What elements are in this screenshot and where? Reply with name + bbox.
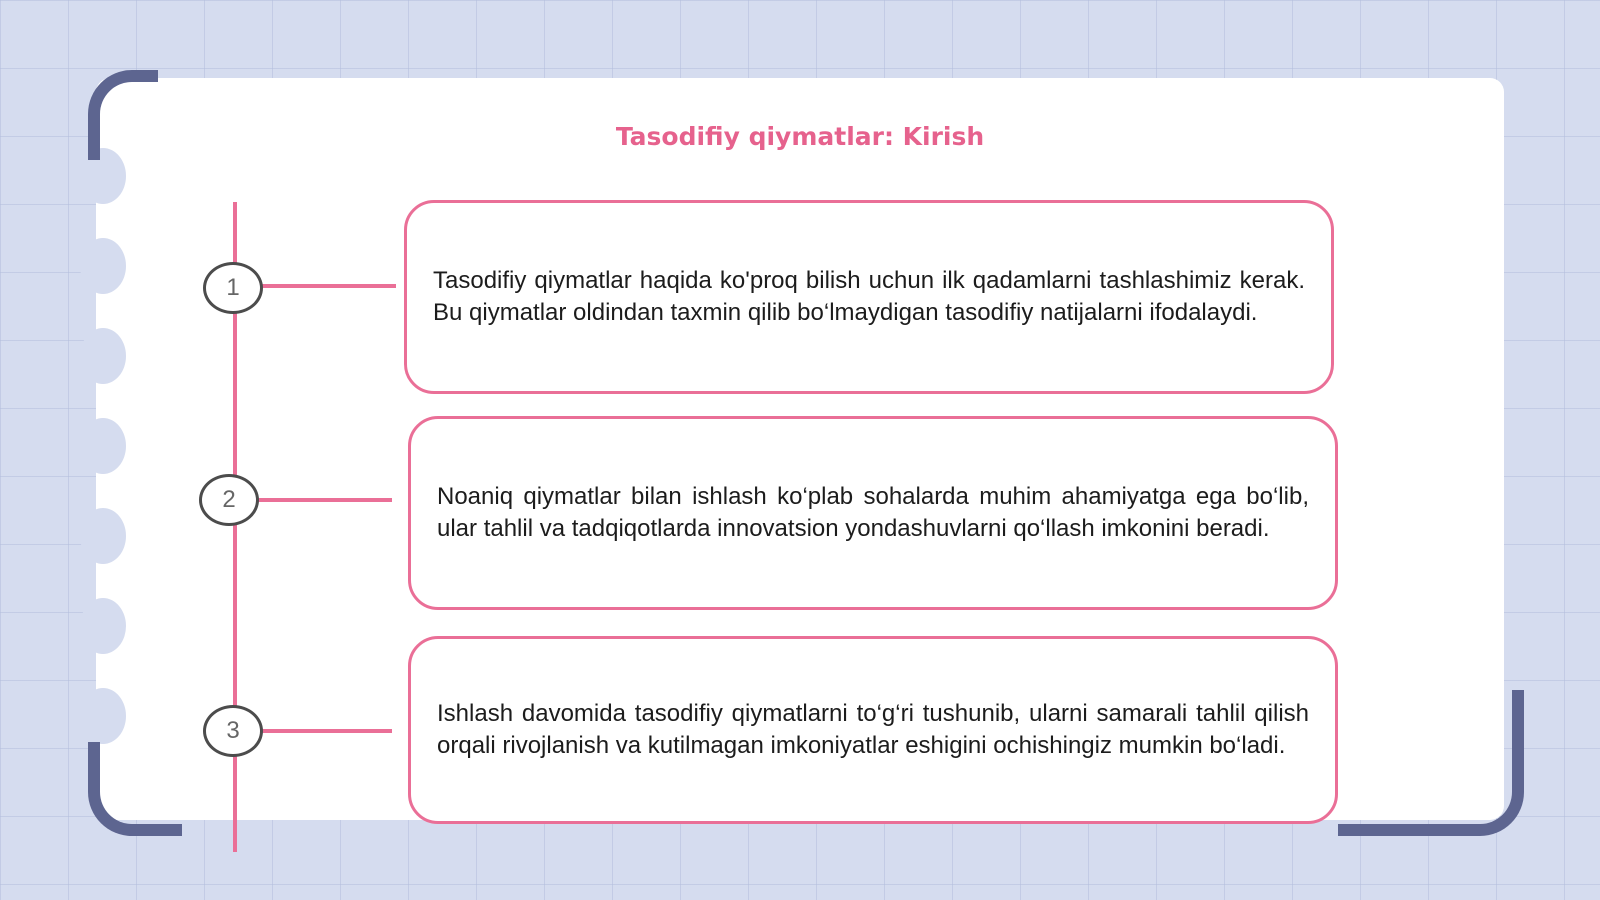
step-text-2: Noaniq qiymatlar bilan ishlash ko‘plab sohalarda muhim ahamiyatga ega bo‘lib, ular tahlil va tadqiqotlarda innovatsion yondashuvlarni qo‘llash imkonini beradi. — [437, 483, 1309, 542]
frame-corner-bottom-left — [88, 742, 182, 836]
step-marker-2: 2 — [199, 474, 259, 526]
step-connector-1 — [262, 284, 396, 288]
step-marker-1: 1 — [203, 262, 263, 314]
paper-edge-notch — [80, 688, 126, 744]
step-card-2 — [408, 416, 1338, 610]
paper-edge-notch — [80, 418, 126, 474]
step-card-3 — [408, 636, 1338, 824]
paper-edge-notch — [80, 328, 126, 384]
paper-edge-notch — [80, 598, 126, 654]
step-text-3: Ishlash davomida tasodifiy qiymatlarni to‘g‘ri tushunib, ularni samarali tahlil qilish orqali rivojlanish va kutilmagan imkoniyatlar eshigini ochishingiz mumkin bo‘ladi. — [437, 700, 1309, 759]
step-marker-3: 3 — [203, 705, 263, 757]
paper-edge-notch — [80, 508, 126, 564]
step-card-1 — [404, 200, 1334, 394]
paper-edge-notch — [80, 238, 126, 294]
step-connector-2 — [258, 498, 392, 502]
step-connector-3 — [262, 729, 392, 733]
step-text-1: Tasodifiy qiymatlar haqida ko'proq bilish uchun ilk qadamlarni tashlashimiz kerak. Bu qiymatlar oldindan taxmin qilib bo‘lmaydigan tasodifiy natijalarni ifodalaydi. — [433, 267, 1305, 326]
slide-title: Tasodifiy qiymatlar: Kirish — [615, 122, 985, 151]
frame-corner-bottom-right — [1338, 690, 1524, 836]
